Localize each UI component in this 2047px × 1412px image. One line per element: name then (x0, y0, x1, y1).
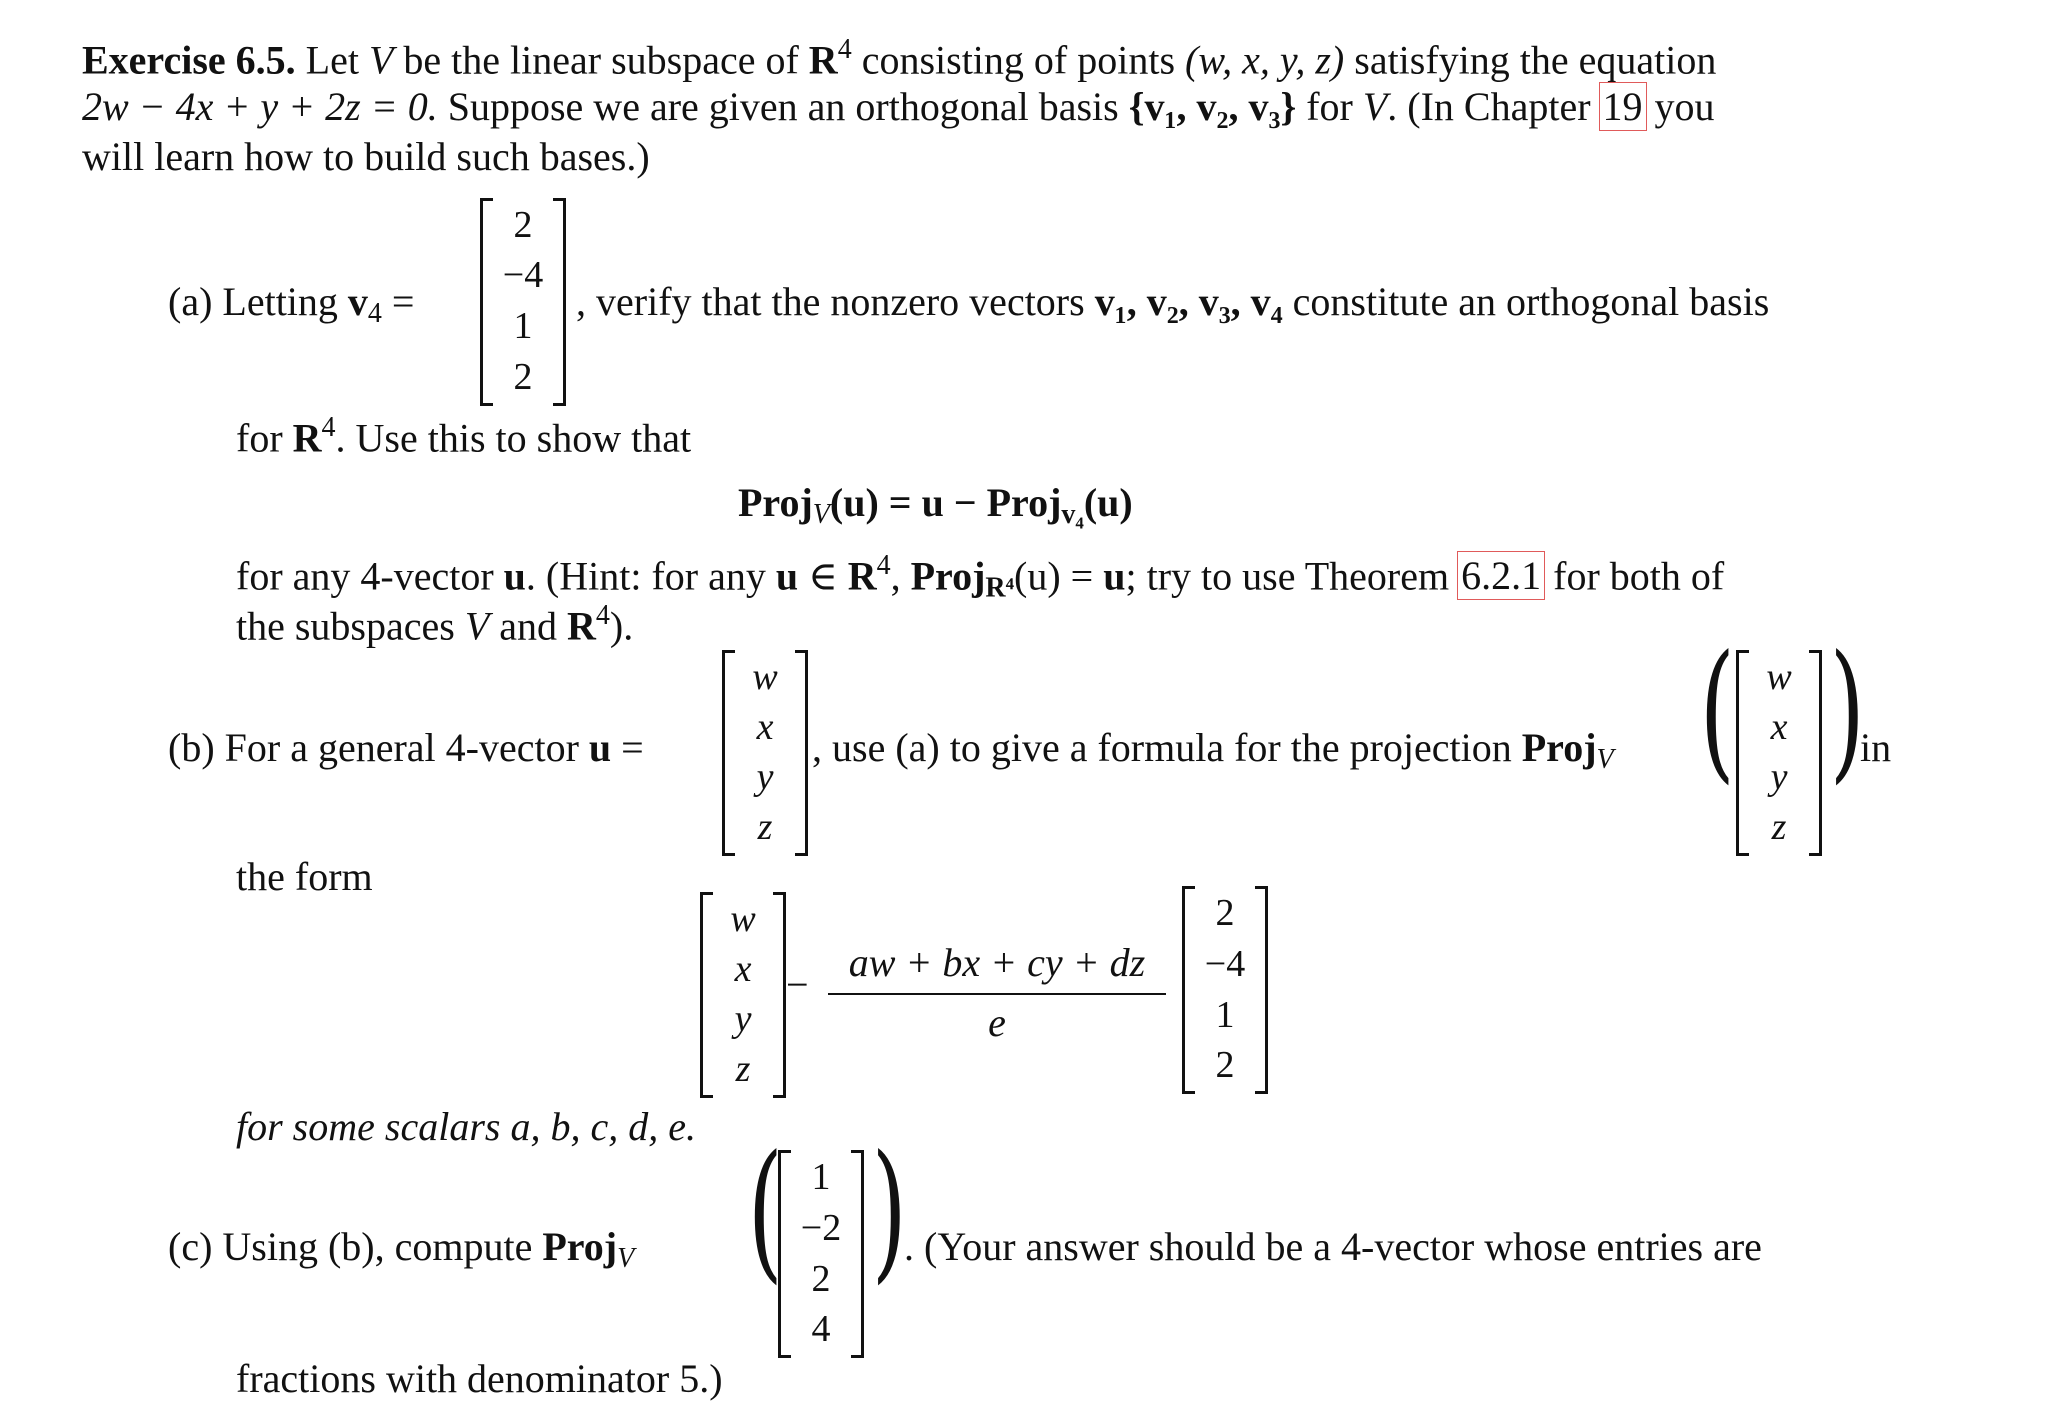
vector-entry: −4 (502, 254, 544, 296)
part-b-line-1: (b) For a general 4-vector u = (168, 725, 644, 770)
formula-minus: − (786, 962, 809, 1007)
fraction-bar (828, 993, 1166, 995)
exercise-intro-line-2: 2w − 4x + y + 2z = 0. Suppose we are given an orthogonal basis {v₁, v₂, v₃} for V. (In Chapter 19 you (82, 84, 1715, 129)
vector-entry: −2 (800, 1207, 842, 1249)
exercise-intro-line-1: Exercise 6.5. Let V be the linear subspace of $R^4$ consisting of points (w, x, y, z) satisfying the equation (82, 34, 1717, 83)
vector-entry: w (730, 898, 756, 940)
vector-entry: y (734, 998, 752, 1040)
vector-entry: z (1771, 806, 1787, 848)
vector-entry: 1 (811, 1156, 831, 1198)
vector-entry: −4 (1204, 943, 1246, 985)
part-b-formula-vector-left (700, 892, 786, 1098)
vector-entry: w (1766, 656, 1792, 698)
vector-entry: y (1770, 756, 1788, 798)
exercise-intro-line-3: will learn how to build such bases.) (82, 134, 650, 179)
vector-entry: x (1770, 706, 1788, 748)
part-a-label: (a) Letting (168, 279, 338, 324)
part-a-line-1-rest: , verify that the nonzero vectors v₁, v₂, v₃, v₄ constitute an orthogonal basis (576, 279, 1770, 324)
part-b-label: (b) For a general 4-vector (168, 725, 579, 770)
part-a-line-1: (a) Letting $v_4$ = (168, 279, 415, 329)
vector-entry: z (757, 806, 773, 848)
part-a-hint-line-2: the subspaces V and $R^4$). (236, 600, 634, 649)
part-b-formula-vector-right (1182, 886, 1268, 1094)
part-c-label: (c) Using (b), compute (168, 1224, 533, 1269)
part-c-vector (778, 1150, 864, 1358)
part-c-line-1: (c) Using (b), compute Proj$_V$ (168, 1224, 635, 1274)
vector-entry: w (752, 656, 778, 698)
part-a-hint-line-1: for any 4-vector u. (Hint: for any u ∈ $R^4$, Proj$_{R^4}$(u) = u; try to use Theorem 6.2.1 for both of (236, 550, 1725, 604)
chapter-19-link[interactable]: 19 (1602, 84, 1643, 129)
fraction-denominator: e (988, 1000, 1006, 1045)
vector-entry: 4 (811, 1308, 831, 1350)
left-paren: ( (747, 1124, 783, 1298)
part-b-vector-u (722, 650, 808, 856)
part-c-line-1-rest: . (Your answer should be a 4-vector whose entries are (904, 1224, 1762, 1269)
vector-entry: x (756, 706, 774, 748)
vector-entry: z (735, 1048, 751, 1090)
vector-entry: 1 (513, 305, 533, 347)
vector-entry: 2 (513, 356, 533, 398)
theorem-6-2-1-link[interactable]: 6.2.1 (1461, 553, 1542, 599)
right-paren: ) (1829, 624, 1865, 798)
part-b-in: in (1860, 725, 1892, 770)
part-b-vector-argument (1736, 650, 1822, 856)
vector-entry: x (734, 948, 752, 990)
vector-entry: 2 (811, 1258, 831, 1300)
exercise-header: Exercise 6.5. (82, 37, 296, 83)
part-a-line-2: for $R^4$. Use this to show that (236, 412, 692, 461)
fraction-numerator: aw + bx + cy + dz (848, 940, 1146, 985)
vector-entry: 2 (1215, 1044, 1235, 1086)
vector-entry: 2 (1215, 892, 1235, 934)
part-a-formula: Proj$_V$(u) = u − Proj$_{v_4}$(u) (738, 480, 1133, 530)
vector-entry: 2 (513, 204, 533, 246)
right-paren: ) (871, 1124, 907, 1298)
part-a-vector-v4 (480, 198, 566, 406)
part-b-form-text: the form (236, 854, 373, 899)
part-b-line-1-rest: , use (a) to give a formula for the projection Proj$_V$ (812, 725, 1614, 775)
equation: 2w − 4x + y + 2z = 0. (82, 84, 438, 129)
vector-entry: 1 (1215, 994, 1235, 1036)
part-b-scalars: for some scalars a, b, c, d, e. (236, 1104, 696, 1149)
part-c-line-2: fractions with denominator 5.) (236, 1356, 723, 1401)
vector-entry: y (756, 756, 774, 798)
left-paren: ( (1699, 624, 1735, 798)
